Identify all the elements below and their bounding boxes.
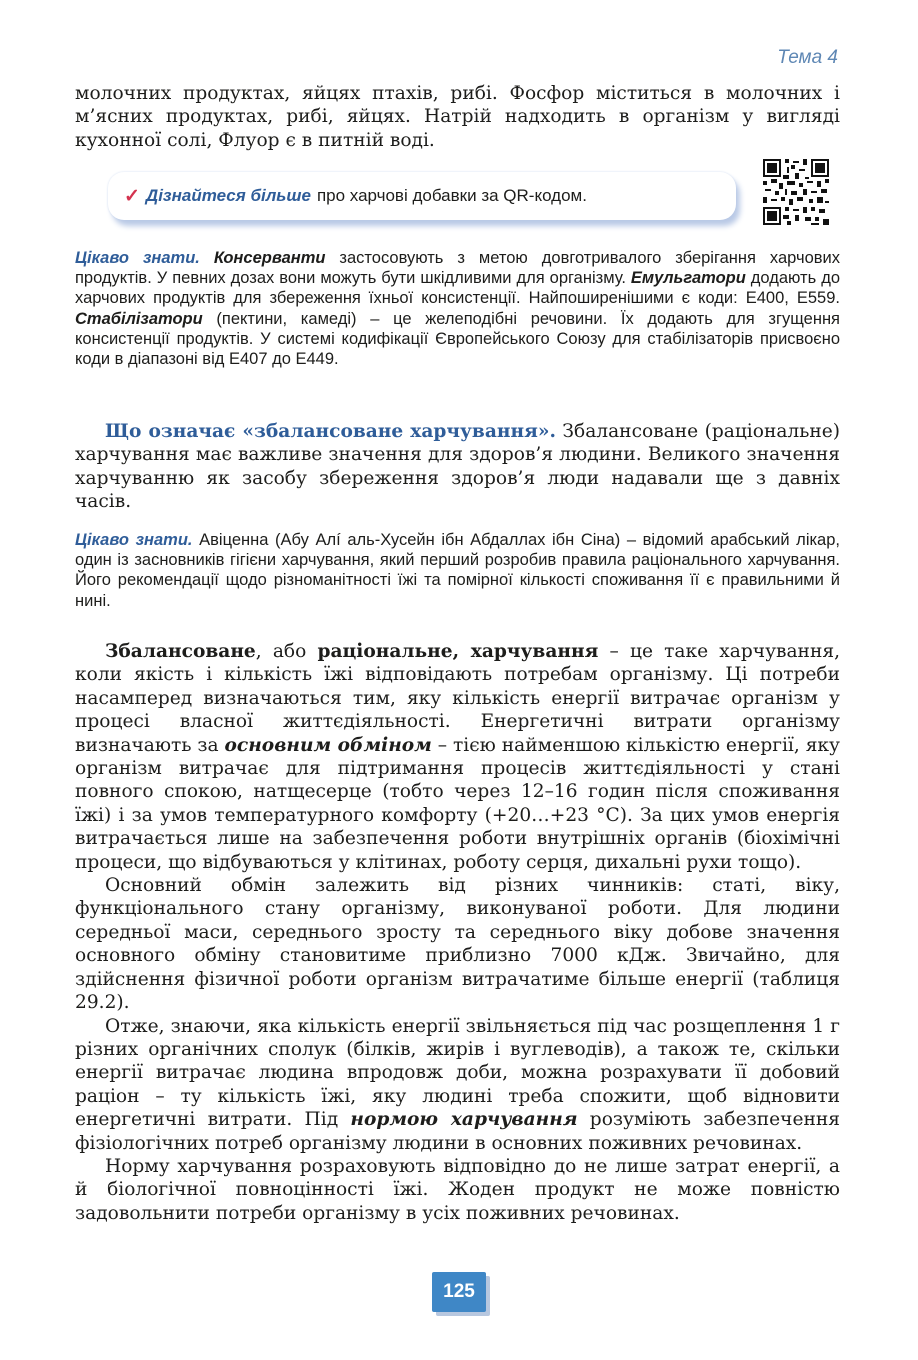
callout-text: про харчові добавки за QR-кодом. [316, 186, 587, 205]
body-text: Отже, знаючи, яка кількість енергії звільняється під час розщеплення 1 г різних органічних сполук (білків, жирів і вуглеводів), а також те, скільки енергії витрачає людина впродовж доби, можна розрахувати її добовий раціон – ту кількість їжі, яку людині треба спожити, щоб відновити енергетичні витрати. Під [75, 1015, 840, 1131]
fact-paragraph [75, 248, 840, 369]
body-paragraph-4: Норму харчування розраховують відповідно до не лише затрат енергії, а й біологічної повноцінності їжі. Жоден продукт не може повністю задовольнити потреби організму в усіх поживних речовинах. [75, 1155, 840, 1224]
term-balanced: Збалансоване [105, 641, 256, 662]
body-text: – це таке харчування, коли якість і кількість їжі відповідають потребам організму. Ці потреби насамперед визначаються тим, яку кількість енергії витрачає організм у процесі власної життєдіяльності. Енергетичні витрати організму визначають за [75, 641, 840, 756]
section-paragraph [75, 420, 840, 514]
term-preservatives: Консерванти [213, 249, 326, 267]
page-number: 125 [432, 1272, 486, 1312]
learn-more-callout [108, 172, 736, 220]
intro-text: молочних продуктах, яйцях птахів, рибі. Фосфор міститься в молочних і м’ясних продуктах, рибі, яйцях. Натрій надходить в організм у вигляді кухонної солі, Флуор є в питній воді. [75, 83, 840, 151]
term-basal-metabolism: основним обміном [224, 734, 432, 756]
term-nutrition-norm: нормою харчування [350, 1109, 578, 1131]
body-text: , або [255, 641, 318, 662]
term-stabilizers: Стабілізатори [75, 309, 203, 328]
fact-text: Авіценна (Абу Алí аль-Хусейн ібн Абдаллах ібн Сіна) – відомий арабський лікар, один із засновників гігієни харчування, який перший розробив правила раціонального харчування. Його рекомендації щодо різноманітності їжі та помірної кількості споживання її є правильними й нині. [75, 531, 840, 610]
term-emulsifiers: Емульгатори [630, 269, 746, 288]
intro-paragraph [75, 82, 840, 152]
fact-lead: Цікаво знати. [75, 249, 200, 267]
main-body [75, 640, 840, 1225]
fact-box-preservatives [75, 248, 840, 369]
running-head: Тема 4 [777, 47, 838, 68]
fact-box-avicenna [75, 530, 840, 611]
fact-text-2: додають до харчових продуктів для збереження їхньої консистенції. Найпоширенішими є коди: E400, E559. [75, 269, 840, 308]
body-paragraph-3 [75, 1015, 840, 1155]
fact-paragraph [75, 530, 840, 611]
section-heading: Що означає «збалансоване харчування». [105, 421, 556, 442]
check-icon: ✓ [124, 185, 140, 207]
body-text: – тією найменшою кількістю енергії, яку організм витрачає для підтримання процесів життєдіяльності у стані повного спокою, натщесерце (тобто через 12–16 годин після споживання їжі) і за умов температурного комфорту (+20…+23 °С). За цих умов енергія витрачається лише на забезпечення роботи внутрішніх органів (біохімічні процеси, що відбуваються у клітинах, роботу серця, дихальні рухи тощо). [75, 734, 840, 873]
callout-lead: Дізнайтеся більше [145, 186, 311, 205]
section-text: Збалансоване (раціональне) харчування має важливе значення для здоров’я людини. Великого значення харчуванню як засобу збереження здоров’я люди надавали ще з давніх часів. [75, 421, 841, 513]
body-text: розуміють забезпечення фізіологічних потреб організму людини в основних поживних речовинах. [75, 1109, 840, 1154]
body-paragraph-1 [75, 640, 840, 874]
page-number-badge [432, 1272, 486, 1312]
fact-text-3: (пектини, камеді) – це желеподібні речовини. Їх додають для згущення консистенції продуктів. У системі кодифікації Європейського Союзу для стабілізаторів присвоєно коди в діапазоні від E407 до E449. [75, 309, 840, 369]
qr-code-icon[interactable] [763, 159, 829, 225]
fact-lead: Цікаво знати. [75, 531, 193, 549]
term-rational: раціональне, харчування [317, 641, 599, 662]
section-balanced-diet [75, 420, 840, 514]
body-paragraph-2: Основний обмін залежить від різних чинників: статі, віку, функціонального стану організму, виконуваної роботи. Для людини середньої маси, середнього зросту та середнього віку добове значення основного обміну становитиме приблизно 7000 кДж. Звичайно, для здійснення фізичної роботи організм витрачатиме більше енергії (таблиця 29.2). [75, 875, 840, 1014]
fact-text-1: застосовують з метою довготривалого зберігання харчових продуктів. У певних дозах вони можуть бути шкідливими для організму. [75, 249, 840, 288]
